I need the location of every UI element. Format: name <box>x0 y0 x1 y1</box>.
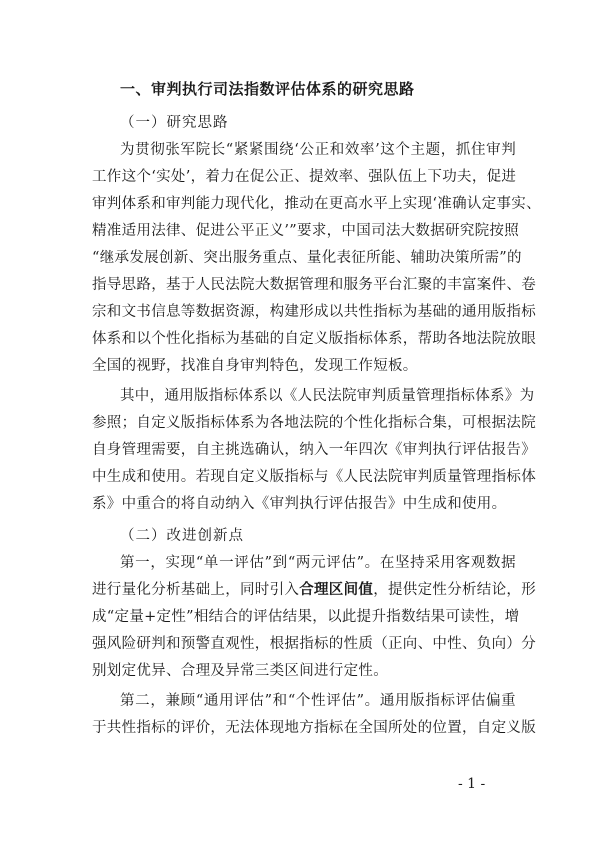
paragraph-line: 自身管理需要，自主挑选确认，纳入一年四次《审判执行评估报告》 <box>92 442 536 458</box>
paragraph-line: 成“定量+定性”相结合的评估结果，以此提升指数结果可读性，增 <box>92 609 520 625</box>
subsection-title-innovations: （二）改进创新点 <box>120 528 244 544</box>
paragraph-line: 精准适用法律、促进公平正义’”要求，中国司法大数据研究院按照 <box>92 223 520 239</box>
paragraph-line: 工作这个‘实处’，着力在促公正、提效率、强队伍上下功夫，促进 <box>92 169 517 185</box>
paragraph-line: 强风险研判和预警直观性，根据指标的性质（正向、中性、负向）分 <box>92 636 536 652</box>
paragraph-line <box>92 580 537 600</box>
paragraph-line: 第二，兼顾“通用评估”和“个性评估”。通用版指标评估偏重 <box>120 693 516 709</box>
paragraph-line: 体系和以个性化指标为基础的自定义版指标体系，帮助各地法院放眼 <box>92 331 536 347</box>
section-heading: 一、审判执行司法指数评估体系的研究思路 <box>120 80 415 98</box>
paragraph-line: 全国的视野，找准自身审判特色，发现工作短板。 <box>92 358 418 374</box>
paragraph-line: 审判体系和审判能力现代化，推动在更高水平上实现‘准确认定事实、 <box>92 196 541 212</box>
subsection-title-research-approach: （一）研究思路 <box>120 115 229 131</box>
page-number: - 1 - <box>458 776 486 792</box>
paragraph-line: 参照；自定义版指标体系为各地法院的个性化指标合集，可根据法院 <box>92 415 536 431</box>
paragraph-line: 于共性指标的评价，无法体现地方指标在全国所处的位置，自定义版 <box>92 720 536 736</box>
paragraph-line: “继承发展创新、突出服务重点、量化表征所能、辅助决策所需”的 <box>92 250 522 266</box>
text-run: ，提供定性分析结论，形 <box>373 582 537 598</box>
paragraph-line: 宗和文书信息等数据资源，构建形成以共性指标为基础的通用版指标 <box>92 304 536 320</box>
paragraph-line: 为贯彻张军院长“紧紧围绕‘公正和效率’这个主题，抓住审判 <box>120 142 516 158</box>
paragraph-line: 别划定优异、合理及异常三类区间进行定性。 <box>92 663 388 679</box>
highlight-term: 合理区间值 <box>299 582 374 598</box>
paragraph-line: 其中，通用版指标体系以《人民法院审判质量管理指标体系》为 <box>120 388 535 404</box>
paragraph-line: 第一，实现“单一评估”到“两元评估”。在坚持采用客观数据 <box>120 555 516 571</box>
paragraph-line: 系》中重合的将自动纳入《审判执行评估报告》中生成和使用。 <box>92 496 507 512</box>
paragraph-line: 中生成和使用。若现自定义版指标与《人民法院审判质量管理指标体 <box>92 469 536 485</box>
paragraph-line: 指导思路，基于人民法院大数据管理和服务平台汇聚的丰富案件、卷 <box>92 277 536 293</box>
text-run: 进行量化分析基础上，同时引入 <box>92 582 300 598</box>
